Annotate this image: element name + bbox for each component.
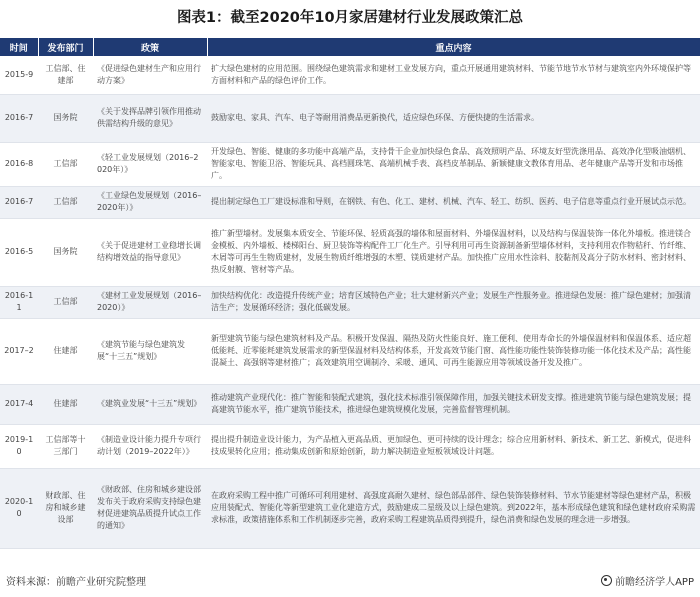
cell-content: 提出制定绿色工厂建设标准和导则，在钢铁、有色、化工、建材、机械、汽车、轻工、纺织、医药、电子信息等重点行业开展试点示范。 (207, 186, 700, 218)
cell-dept: 财政部、住房和城乡建设部 (38, 468, 93, 548)
qianzhan-logo-icon (601, 575, 612, 586)
cell-content: 鼓励家电、家具、汽车、电子等耐用消费品更新换代，适应绿色环保、方便快捷的生活需求。 (207, 94, 700, 142)
cell-policy: 《关于发挥品牌引领作用推动供需结构升级的意见》 (93, 94, 207, 142)
cell-dept: 住建部 (38, 384, 93, 424)
cell-time: 2016-7 (0, 94, 38, 142)
cell-dept: 工信部、住建部 (38, 56, 93, 94)
table-row (0, 142, 700, 186)
cell-content: 扩大绿色建材的应用范围。围绕绿色建筑需求和建材工业发展方向，重点开展通用建筑材料、节能节地节水节材与建筑室内外环境保护等方面材料和产品的绿色评价工作。 (207, 56, 700, 94)
table-row (0, 56, 700, 94)
table-row (0, 94, 700, 142)
cell-content: 开发绿色、智能、健康的多功能中高端产品，支持骨干企业加快绿色食品、高效照明产品、环境友好型洗涤用品、高效净化型吸油烟机、智能家电、智能卫浴、智能玩具、高档圆珠笔、高端机械手表、高档皮革制品、新颖健康文教体育用品、老年健康产品等开发和市场推广。 (207, 142, 700, 186)
table-row (0, 424, 700, 468)
cell-dept: 工信部等十三部门 (38, 424, 93, 468)
source-note: 资料来源：前瞻产业研究院整理 (6, 577, 146, 588)
cell-time: 2015-9 (0, 56, 38, 94)
cell-dept: 国务院 (38, 94, 93, 142)
table-row (0, 286, 700, 318)
footer (0, 573, 700, 593)
cell-policy: 《建材工业发展规划（2016–2020）》 (93, 286, 207, 318)
table-row (0, 186, 700, 218)
cell-dept: 工信部 (38, 186, 93, 218)
cell-dept: 住建部 (38, 318, 93, 384)
cell-content: 推动建筑产业现代化：推广智能和装配式建筑，强化技术标准引领保障作用，加强关键技术研发支撑。推进建筑节能与绿色建筑发展；提高建筑节能水平，推广建筑节能技术，推进绿色建筑规模化发展，完善监督管理机制。 (207, 384, 700, 424)
cell-time: 2016-11 (0, 286, 38, 318)
cell-dept: 工信部 (38, 286, 93, 318)
cell-policy: 《关于促进建材工业稳增长调结构增效益的指导意见》 (93, 218, 207, 286)
cell-time: 2017–2 (0, 318, 38, 384)
table-row (0, 218, 700, 286)
cell-policy: 《建筑业发展“十三五”规划》 (93, 384, 207, 424)
cell-time: 2019-10 (0, 424, 38, 468)
table-row (0, 384, 700, 424)
cell-time: 2016-7 (0, 186, 38, 218)
cell-content: 在政府采购工程中推广可循环可利用建材、高强度高耐久建材、绿色部品部件、绿色装饰装修材料、节水节能建材等绿色建材产品，积极应用装配式、智能化等新型建筑工业化建造方式，鼓励建成二星级及以上绿色建筑。到2022年，基本形成绿色建筑和绿色建材政府采购需求标准，政策措施体系和工作机制逐步完善，政府采购工程建筑品质得到提升，绿色消费和绿色发展的理念进一步增强。 (207, 468, 700, 548)
policy-table (0, 38, 700, 549)
policy-table-container (0, 38, 700, 549)
cell-time: 2020-10 (0, 468, 38, 548)
cell-policy: 《促进绿色建材生产和应用行动方案》 (93, 56, 207, 94)
cell-dept: 国务院 (38, 218, 93, 286)
cell-policy: 《工业绿色发展规划（2016–2020年）》 (93, 186, 207, 218)
header-time: 时间 (0, 38, 38, 56)
cell-policy: 《轻工业发展规划（2016–2020年）》 (93, 142, 207, 186)
cell-policy: 《建筑节能与绿色建筑发展“十三五”规划》 (93, 318, 207, 384)
cell-content: 新型建筑节能与绿色建筑材料及产品。积极开发保温、隔热及防火性能良好、施工便利、使用寿命长的外墙保温材料和保温体系、适应超低能耗、近零能耗建筑发展需求的新型保温材料及结构体系，开发高效节能门窗、高性能功能性装饰装修功能一体化技术及产品；高性能混凝土、高强钢等建材推广；高效建筑用空调制冷、采暖、通风、可再生能源应用等领域设备开发及推广。 (207, 318, 700, 384)
cell-policy: 《制造业设计能力提升专项行动计划（2019–2022年）》 (93, 424, 207, 468)
header-content: 重点内容 (207, 38, 700, 56)
brand-mark (601, 573, 694, 593)
cell-dept: 工信部 (38, 142, 93, 186)
page-title: 图表1：截至2020年10月家居建材行业发展政策汇总 (176, 10, 524, 26)
cell-time: 2017-4 (0, 384, 38, 424)
cell-content: 加快结构优化：改造提升传统产业；培育区域特色产业；壮大建材新兴产业；发展生产性服务业。推进绿色发展：推广绿色建材；加强清洁生产；发展循环经济；强化低碳发展。 (207, 286, 700, 318)
table-header-row (0, 38, 700, 56)
header-dept: 发布部门 (38, 38, 93, 56)
cell-policy: 《财政部、住房和城乡建设部发布关于政府采购支持绿色建材促进建筑品质提升试点工作的通知》 (93, 468, 207, 548)
table-row (0, 468, 700, 548)
table-row (0, 318, 700, 384)
brand-name: 前瞻经济学人APP (615, 577, 694, 588)
cell-time: 2016-8 (0, 142, 38, 186)
cell-content: 推广新型墙材。发展集本质安全、节能环保、轻质高强的墙体和屋面材料、外墙保温材料，以及结构与保温装饰一体化外墙板。推进镁合金模板、内外墙板、楼梯阳台、厨卫装饰等构配件工厂化生产。引导利用可再生资源制备新型墙体材料，支持利用农作物秸秆、竹纤维、木屑等可再生生物质建材，发展生物质纤维增强的木塑、镁质建材产品。加快推广应用水性涂料、胶黏剂及高分子防水材料、密封材料、热反射膜、管材等产品。 (207, 218, 700, 286)
header-policy: 政策 (93, 38, 207, 56)
cell-content: 提出提升制造业设计能力，为产品植入更高品质、更加绿色、更可持续的设计理念；综合应用新材料、新技术、新工艺、新模式，促进科技成果转化应用；推动集成创新和原始创新，助力解决制造业短板领域设计问题。 (207, 424, 700, 468)
cell-time: 2016-5 (0, 218, 38, 286)
